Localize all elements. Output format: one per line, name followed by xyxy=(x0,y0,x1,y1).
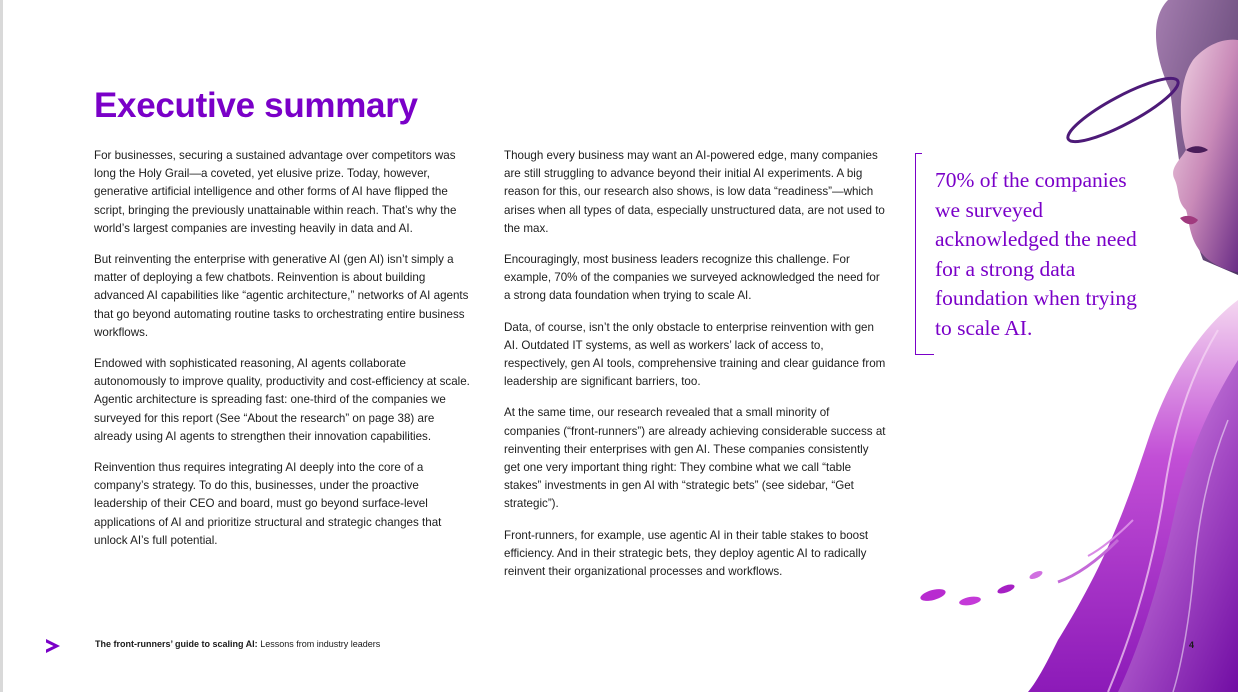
pull-quote: 70% of the companies we surveyed acknowledged the need for a strong data foundation when trying to scale AI. xyxy=(935,168,1137,340)
paragraph: At the same time, our research revealed that a small minority of companies (“front-runners”) are already achieving considerable success at reinventing their enterprises with gen AI. These companies consistently get one very important thing right: They combine what we call “table stakes” investments in gen AI with “strategic bets” (see sidebar, “Get strategic”). xyxy=(504,406,886,511)
paragraph: Though every business may want an AI-powered edge, many companies are still struggling to advance beyond their initial AI experiments. A big reason for this, our research also shows, is low data “readiness”—which arises when all types of data, especially unstructured data, are not used to the max. xyxy=(504,149,885,235)
body-column-2 xyxy=(504,147,886,594)
paragraph: But reinventing the enterprise with generative AI (gen AI) isn’t simply a matter of deploying a few chatbots. Reinvention is about building advanced AI capabilities like “agentic architecture,” networks of AI agents that go beyond automating routine tasks to orchestrating entire business workflows. xyxy=(94,253,469,339)
paragraph: Endowed with sophisticated reasoning, AI agents collaborate autonomously to improve quality, productivity and cost-efficiency at scale. Agentic architecture is spreading fast: one-third of the companies we surveyed for this report (See “About the research” on page 38) are already using AI agents to strengthen their innovation capabilities. xyxy=(94,357,470,443)
paragraph: For businesses, securing a sustained advantage over competitors was long the Holy Grail—a coveted, yet elusive prize. Today, however, generative artificial intelligence and other forms of AI have flipped the script, bringing the previously unattainable within reach. That’s why the world’s largest companies are investing heavily in data and AI. xyxy=(94,149,457,235)
footer-subtitle: Lessons from industry leaders xyxy=(260,639,381,649)
accenture-chevron-icon xyxy=(44,637,62,655)
paragraph: Data, of course, isn’t the only obstacle to enterprise reinvention with gen AI. Outdated IT systems, as well as workers’ lack of access to, respectively, gen AI tools, comprehensive training and clear guidance from leadership are significant barriers, too. xyxy=(504,320,886,389)
body-column-1 xyxy=(94,147,474,563)
page-title: Executive summary xyxy=(94,86,418,125)
paragraph: Front-runners, for example, use agentic AI in their table stakes to boost efficiency. And in their strategic bets, they deploy agentic AI to radically reinvent their organizational processes and workflows. xyxy=(504,528,869,579)
page-edge xyxy=(0,0,3,692)
footer-report-title xyxy=(95,639,380,649)
paragraph: Encouragingly, most business leaders recognize this challenge. For example, 70% of the companies we surveyed acknowledged the need for a strong data foundation when trying to scale AI. xyxy=(504,253,880,303)
paragraph: Reinvention thus requires integrating AI deeply into the core of a company’s strategy. To do this, businesses, under the proactive leadership of their CEO and board, must go beyond surface-level applications of AI and prioritize structural and strategic changes that unlock AI’s full potential. xyxy=(94,461,442,547)
footer-title-bold: The front-runners’ guide to scaling AI: xyxy=(95,639,258,649)
page-number: 4 xyxy=(1189,640,1195,650)
ai-portrait-illustration xyxy=(918,0,1238,692)
